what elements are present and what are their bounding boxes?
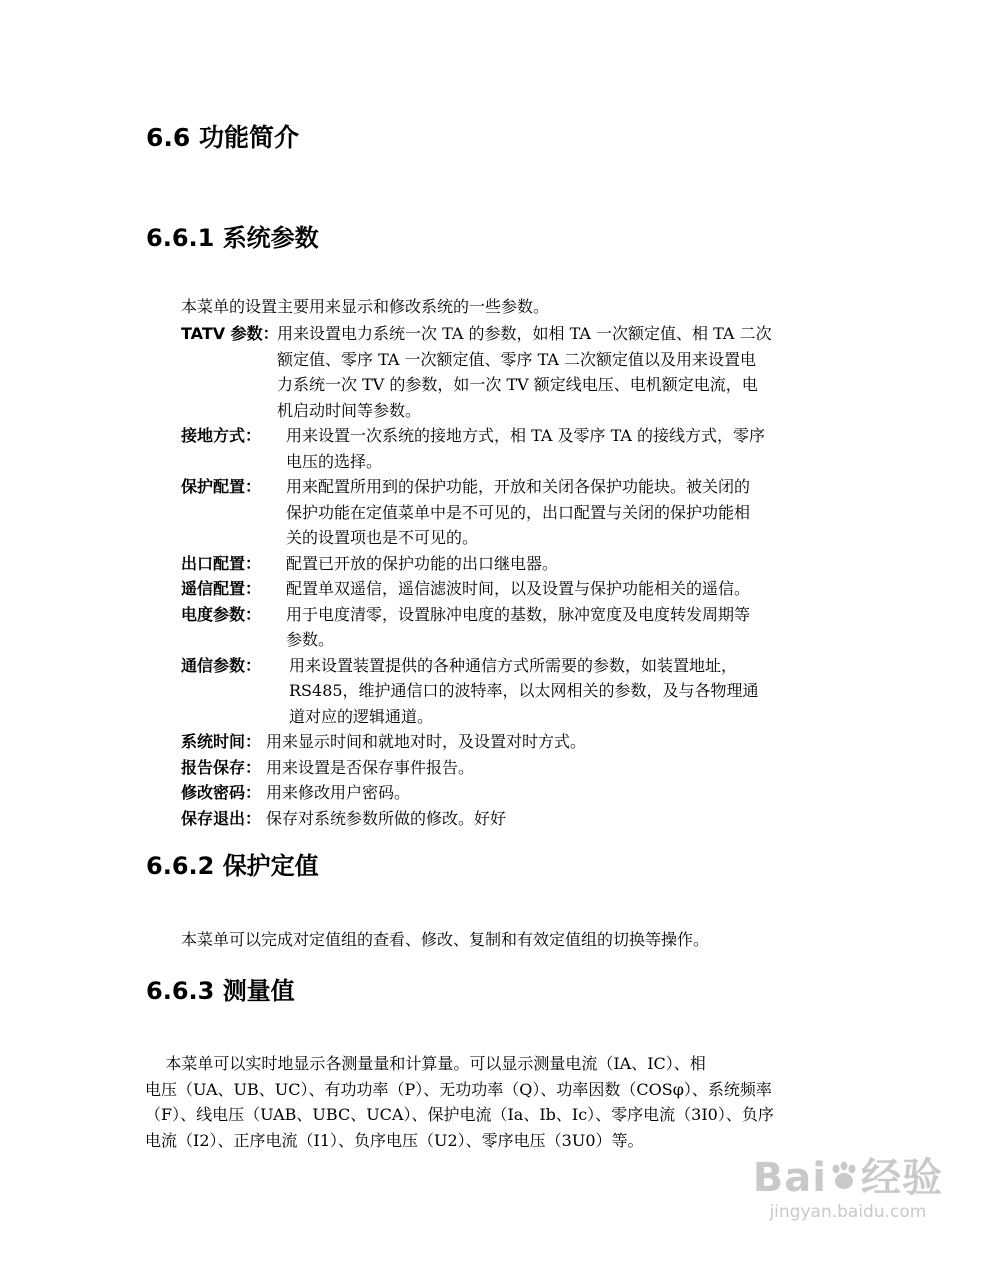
list-item xyxy=(181,423,861,474)
subsection-title-protection-settings: 6.6.2 保护定值 xyxy=(146,852,319,880)
paw-icon xyxy=(827,1158,861,1202)
baidu-jingyan-watermark xyxy=(753,1156,943,1222)
item-term: 保护配置： xyxy=(181,477,262,496)
watermark-brand-right: 经验 xyxy=(861,1155,943,1201)
item-description xyxy=(286,423,861,474)
desc-line: 保护功能在定值菜单中是不可见的，出口配置与关闭的保护功能相 xyxy=(286,502,751,522)
list-item xyxy=(181,551,861,577)
item-term: 保存退出： xyxy=(181,808,262,828)
paragraph-line: 本菜单可以实时地显示各测量量和计算量。可以显示测量电流（IA、IC）、相 xyxy=(145,1054,706,1073)
desc-line: 用于电度清零，设置脉冲电度的基数，脉冲宽度及电度转发周期等 xyxy=(286,604,751,624)
subsection-title-measurements: 6.6.3 测量值 xyxy=(146,977,295,1005)
list-item xyxy=(181,729,861,755)
desc-line: 用来修改用户密码。 xyxy=(266,783,411,802)
list-item xyxy=(181,576,861,602)
item-description xyxy=(266,755,861,781)
desc-line: 用来设置电力系统一次 TA 的参数，如相 TA 一次额定值、相 TA 二次 xyxy=(277,324,772,343)
item-term: 修改密码： xyxy=(181,783,262,802)
list-item xyxy=(181,653,861,730)
item-description xyxy=(286,602,861,653)
item-description xyxy=(266,806,861,832)
watermark-url: jingyan.baidu.com xyxy=(769,1202,927,1222)
item-term: 出口配置： xyxy=(181,553,262,573)
desc-line: 用来设置装置提供的各种通信方式所需要的参数，如装置地址， xyxy=(289,655,738,675)
item-description xyxy=(266,729,861,755)
desc-line: 用来显示时间和就地对时，及设置对时方式。 xyxy=(266,732,587,751)
subsection-title-system-params: 6.6.1 系统参数 xyxy=(146,224,319,252)
watermark-brand xyxy=(753,1156,943,1202)
list-item xyxy=(181,780,861,806)
list-item xyxy=(181,602,861,653)
desc-line: 参数。 xyxy=(286,630,335,649)
paragraph-line: （F）、线电压（UAB、UBC、UCA）、保护电流（Ia、Ib、Ic）、零序电流（3I0）、负序 xyxy=(145,1105,774,1124)
item-term: 通信参数： xyxy=(181,655,262,675)
desc-line: RS485，维护通信口的波特率，以太网相关的参数，及与各物理通 xyxy=(289,681,759,700)
desc-line: 电压的选择。 xyxy=(286,451,383,471)
system-params-intro: 本菜单的设置主要用来显示和修改系统的一些参数。 xyxy=(181,297,550,316)
desc-line: 用来设置一次系统的接地方式，相 TA 及零序 TA 的接线方式，零序 xyxy=(286,426,766,445)
measurements-paragraph xyxy=(145,1051,865,1153)
section-title: 6.6 功能简介 xyxy=(146,123,299,152)
watermark-brand-left: Bai xyxy=(752,1155,827,1201)
list-item xyxy=(181,755,861,781)
list-item xyxy=(181,806,861,832)
item-term: 遥信配置： xyxy=(181,579,262,598)
list-item xyxy=(181,321,861,423)
paragraph-line: 电流（I2）、正序电流（I1）、负序电压（U2）、零序电压（3U0）等。 xyxy=(145,1130,644,1150)
desc-line: 配置已开放的保护功能的出口继电器。 xyxy=(286,553,559,573)
desc-line: 保存对系统参数所做的修改。好好 xyxy=(266,808,507,828)
item-description xyxy=(277,321,861,423)
list-item xyxy=(181,474,861,551)
item-description xyxy=(266,780,861,806)
desc-line: 用来设置是否保存事件报告。 xyxy=(266,757,475,777)
item-term: TATV 参数： xyxy=(181,324,279,343)
paragraph-line: 电压（UA、UB、UC）、有功功率（P）、无功功率（Q）、功率因数（COSφ）、系统频率 xyxy=(145,1079,772,1099)
desc-line: 力系统一次 TV 的参数，如一次 TV 额定线电压、电机额定电流，电 xyxy=(277,375,758,394)
protection-settings-intro: 本菜单可以完成对定值组的查看、修改、复制和有效定值组的切换等操作。 xyxy=(181,930,710,949)
item-term: 系统时间： xyxy=(181,732,262,751)
desc-line: 额定值、零序 TA 一次额定值、零序 TA 二次额定值以及用来设置电 xyxy=(277,349,757,369)
desc-line: 机启动时间等参数。 xyxy=(277,400,422,420)
item-term: 接地方式： xyxy=(181,426,262,445)
system-params-list xyxy=(181,321,861,831)
item-description xyxy=(289,653,861,730)
desc-line: 配置单双遥信，遥信滤波时间，以及设置与保护功能相关的遥信。 xyxy=(286,579,751,598)
item-description xyxy=(286,474,861,551)
desc-line: 道对应的逻辑通道。 xyxy=(289,706,434,726)
item-description xyxy=(286,551,861,577)
desc-line: 关的设置项也是不可见的。 xyxy=(286,528,479,547)
item-description xyxy=(286,576,861,602)
desc-line: 用来配置所用到的保护功能，开放和关闭各保护功能块。被关闭的 xyxy=(286,477,751,496)
item-term: 电度参数： xyxy=(181,604,262,624)
item-term: 报告保存： xyxy=(181,757,262,777)
